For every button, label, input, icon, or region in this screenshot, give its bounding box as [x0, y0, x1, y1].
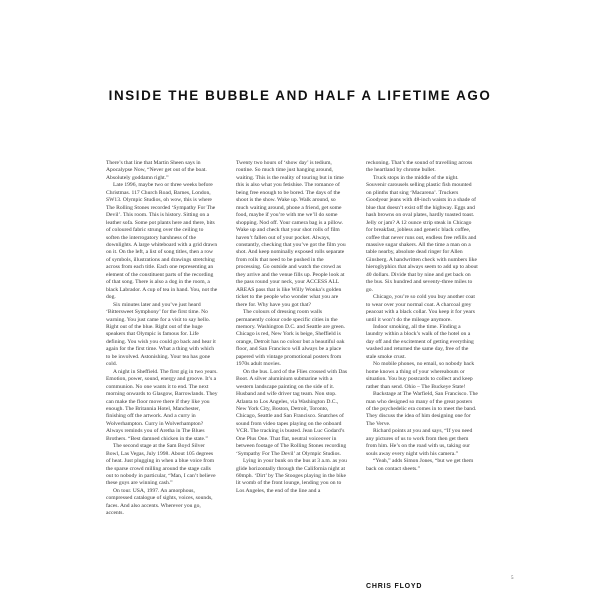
paragraph: No mobile phones, no email, so nobody back home knows a thing of your whereabouts or situation. You buy postcards to collect and keep rather than send. Ohio – The Buckeye State! [366, 361, 475, 390]
paragraph: Backstage at The Warfield, San Francisco. The man who designed so many of the great posters of the psychedelic era comes in to meet the band. They discuss the idea of him designing one for The Verve. [366, 391, 478, 427]
text-column-3 [366, 160, 478, 580]
author-byline: CHRIS FLOYD [366, 583, 423, 590]
paragraph: Chicago, you’re so cold you buy another coat to wear over your normal coat. A charcoal grey peacoat with a black collar. You keep it for years until it won’t do the mileage anymore. [366, 294, 475, 323]
paragraph: reckoning. That’s the sound of travelling across the heartland by chrome bullet. [366, 160, 473, 174]
text-column-2 [236, 160, 348, 600]
paragraph: Richard points at you and says, “If you need any pictures of us to work from then get them from him. He’s on the road with us, taking our souls away every night with his camera.” [366, 428, 473, 457]
page-number: 5 [511, 576, 514, 581]
paragraph: On tour. USA, 1997. An amorphous, compressed catalogue of sights, voices, sounds, faces. And also accents. Wherever you go, accents. [106, 487, 213, 517]
paragraph: Indoor smoking, all the time. Finding a laundry within a block’s walk of the hotel on a day off and the excitement of getting everything washed and returned the same day, free of the stale smoke crust. [366, 323, 474, 360]
paragraph: The second stage at the Sam Boyd Silver Bowl, Las Vegas, July 1998. About 105 degrees of heat. Just plugging in when a blue voice from the sparse crowd milling around the stage calls out to nobody in particular, “Man, I can’t believe these guys are winning cash.” [106, 443, 216, 487]
paragraph: On the bus. Lord of the Flies crossed with Das Boot. A silver aluminium submarine with a western landscape painting on the side of it. Husband and wife driver tag team. Non stop. Atlanta to Los Angeles, via Washington D.C., New York City, Boston, Detroit, Toronto, Chicago, Seattle and San Francisco. Snatches of sound from video tapes playing on the onboard VCR. The tracking is busted. Jean Luc Godard’s One Plus One. That flat, neutral voiceover in between footage of The Rolling Stones recording ‘Sympathy For The Devil’ at Olympic Studios. [236, 368, 348, 457]
paragraph: “Yeah,” adds Simon Jones, “but we get them back on contact sheets.” [366, 458, 474, 472]
paragraph: Lying in your bunk on the bus at 3 a.m. as you glide horizontally through the California night at 60mph. ‘Dirt’ by The Stooges playing in the bike lit womb of the front lounge, lending you on to Los Angeles, the end of the line and a [236, 458, 347, 494]
paragraph: There’s that line that Martin Sheen says in Apocalypse Now, “Never get out of the boat. Absolutely goddamn right.” [106, 160, 207, 181]
text-column-1 [106, 160, 218, 600]
paragraph: Six minutes later and you’ve just heard ‘Bittersweet Symphony’ for the first time. No warning. You just came for a visit to say hello. Right out of the blue. Right out of the huge speakers that Olympic is famous for. Life defining. You wish you could go back and hear it again for the first time. What a thing with which to be involved. Astonishing. Your tea has gone cold. [106, 301, 216, 368]
paragraph: Late 1996, maybe two or three weeks before Christmas. 117 Church Road, Barnes, London, SW13. Olympic Studios, oh wow, this is where The Rolling Stones recorded ‘Sympathy For The Devil’. This room. This is history. Sitting on a leather sofa. Some pot plants here and there, bits of coloured fabric strung over the ceiling to soften the interrogatory harshness of the downlights. A large whiteboard with a grid drawn on it. On the left, a list of song titles, then a row of symbols, illustrations and drawings stretching across from each title. Each one representing an element of the constituent parts of the recording of that song. There is also a dog in the room, a black Labrador. A cup of tea in hand. You, not the dog. [106, 182, 218, 301]
paragraph: The colours of dressing room walls permanently colour code specific cities in the memory. Washington D.C. and Seattle are green. Chicago is red, New York is beige, Sheffield is orange, Detroit has no colour but a beautiful oak floor, and San Francisco will always be a place papered with vintage promotional posters from 1970s adult movies. [236, 309, 346, 368]
paragraph: Twenty two hours of ‘show day’ is tedium, routine. So much time just hanging around, waiting. This is the reality of touring but in time this is also what you fetishise. The romance of being free enough to be bored. The days of the shoot is the show. Wake up. Walk around, so much waiting around, phone a friend, get some food, maybe if you’re with me we’ll do some shopping. Nod off. Your camera bag is a pillow. Wake up and check that your shot rolls of film haven’t fallen out of your pocket. Always, constantly, checking that you’ve got the film you shot. And keep nominally exposed rolls separate from rolls that need to be pushed in the processing. Go outside and watch the crowd as they arrive and the venue fills up. People look at the pass round your neck, your ACCESS ALL AREAS pass that is like Willy Wonka’s golden ticket to the people who wonder what you are there for. Why have you got that? [236, 160, 346, 308]
article-headline: INSIDE THE BUBBLE AND HALF A LIFETIME AGO [108, 88, 492, 103]
paragraph: A night in Sheffield. The first gig in two years. Emotion, power, sound, energy and groove. It’s a communion. No one wants it to end. The next morning onwards to Glasgow, Barrowlands. They can make the floor move there if they like you enough. The Britannia Hotel, Manchester, finishing off the artwork. And a curry in Wolverhampton. Curry in Wolverhampton? Always reminds you of Aretha in The Blues Brothers. “Best damned chicken in the state.” [106, 368, 218, 442]
paragraph: Truck stops in the middle of the night. Souvenir carousels selling plastic fish mounted on plinths that sing ‘Macarena’. Truckers Goodyear jeans with 48-inch waists in a shade of blue that doesn’t exist off the highway. Eggs and hash browns on oval plates, hardly toasted toast. Jelly or jam? A 12 ounce strip steak in Chicago for breakfast, jobless and generic black coffee, coffee that never runs out, endless free refills and massive sugar shakers. All the time a man on a table nearby, absolute dead ringer for Allen Ginsberg. A handwritten check with numbers like hieroglyphics that always seem to add up to about 40 dollars. Divide that by nine and get back on the bus. Six hundred and seventy-three miles to go. [366, 174, 478, 293]
